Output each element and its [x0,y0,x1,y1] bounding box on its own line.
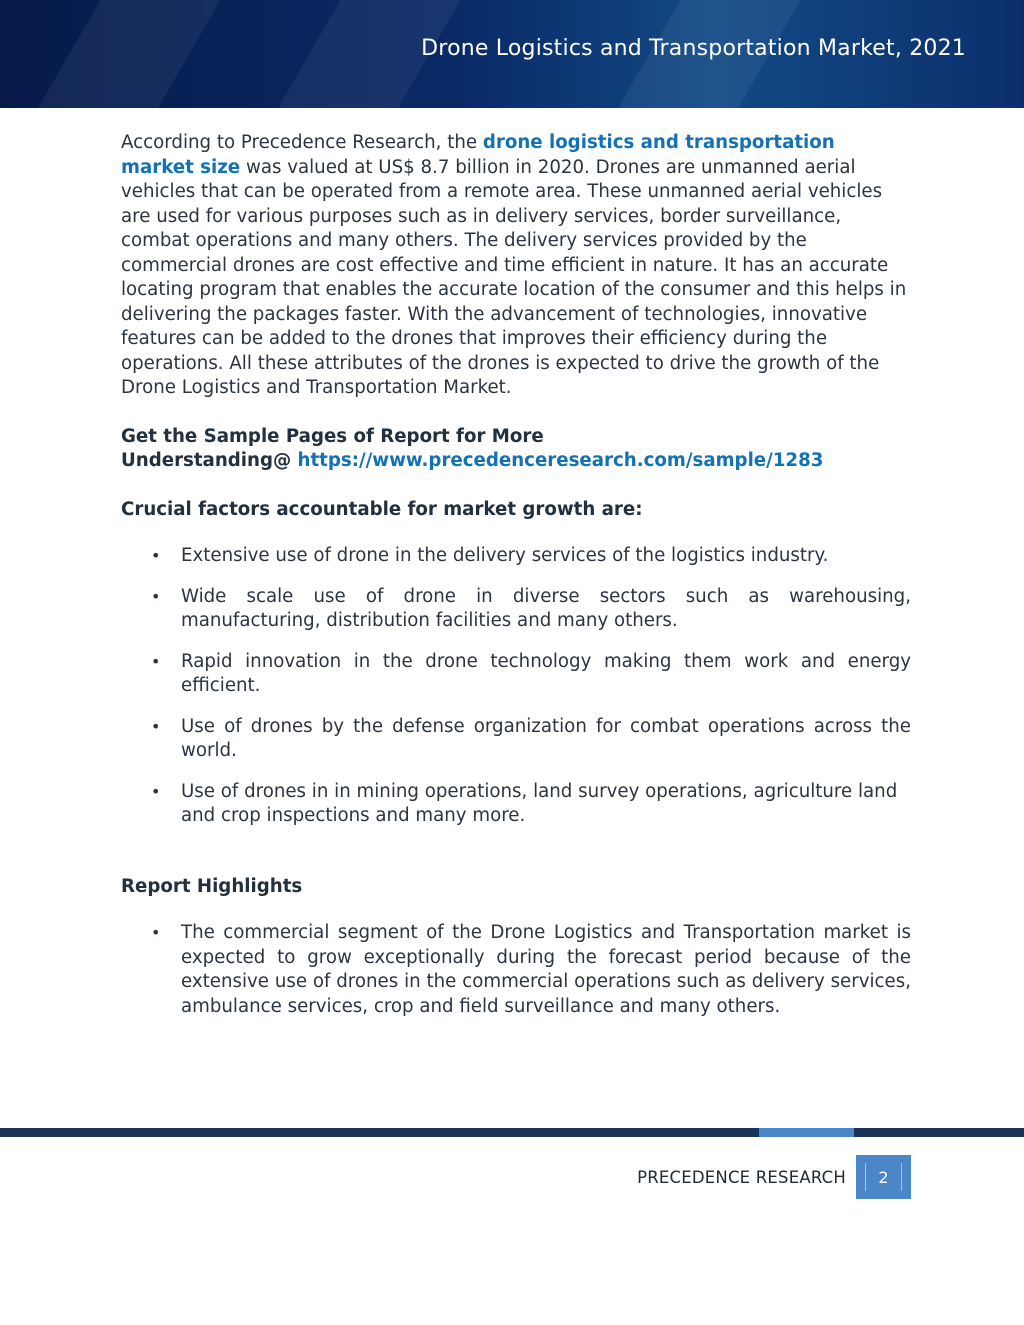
list-item: • Extensive use of drone in the delivery services of the logistics industry. [121,544,911,569]
list-item: • Rapid innovation in the drone technology making them work and energy efficient. [121,650,911,699]
highlights-list [121,921,911,1019]
intro-prefix: According to Precedence Research, the [121,132,483,153]
page-number-text: 2 [878,1167,889,1187]
page-header [0,0,1024,108]
market-size-link[interactable]: drone logistics and transportation market size [121,132,835,178]
list-item: • Use of drones in in mining operations, land survey operations, agriculture land and crop inspections and many more. [121,780,911,829]
document-title: Drone Logistics and Transportation Market, 2021 [421,36,966,61]
sample-pages-label [121,425,911,474]
footer-divider-accent [759,1128,854,1137]
factors-heading: Crucial factors accountable for market growth are: [121,498,643,520]
sample-label-line2: Understanding@ [121,450,298,471]
sample-url-link[interactable]: https://www.precedenceresearch.com/sample/1283 [297,450,824,471]
page-content [121,131,911,1019]
highlights-heading: Report Highlights [121,875,303,897]
sample-label-line1: Get the Sample Pages of Report for More [121,425,544,447]
intro-body: was valued at US$ 8.7 billion in 2020. Drones are unmanned aerial vehicles that can be operated from a remote area. These unmanned aerial vehicles are used for various purposes such as in delivery services, border surveillance, combat operations and many others. The delivery services provided by the commercial drones are cost effective and time efficient in nature. It has an accurate locating program that enables the accurate location of the consumer and this helps in delivering the packages faster. With the advancement of technologies, innovative features can be added to the drones that improves their efficiency during the operations. All these attributes of the drones is expected to drive the growth of the Drone Logistics and Transportation Market. [121,156,907,398]
factors-list [121,544,911,829]
page-number [856,1155,911,1199]
header-decoration [0,0,244,108]
list-item: • The commercial segment of the Drone Logistics and Transportation market is expected to grow exceptionally during the forecast period because of the extensive use of drones in the commercial operations such as delivery services, ambulance services, crop and field surveillance and many others. [121,921,911,1019]
list-item: • Wide scale use of drone in diverse sectors such as warehousing, manufacturing, distribution facilities and many others. [121,585,911,634]
list-item: • Use of drones by the defense organization for combat operations across the world. [121,715,911,764]
intro-paragraph [121,131,911,401]
footer-brand: PRECEDENCE RESEARCH [637,1168,846,1187]
footer-divider [0,1128,1024,1137]
